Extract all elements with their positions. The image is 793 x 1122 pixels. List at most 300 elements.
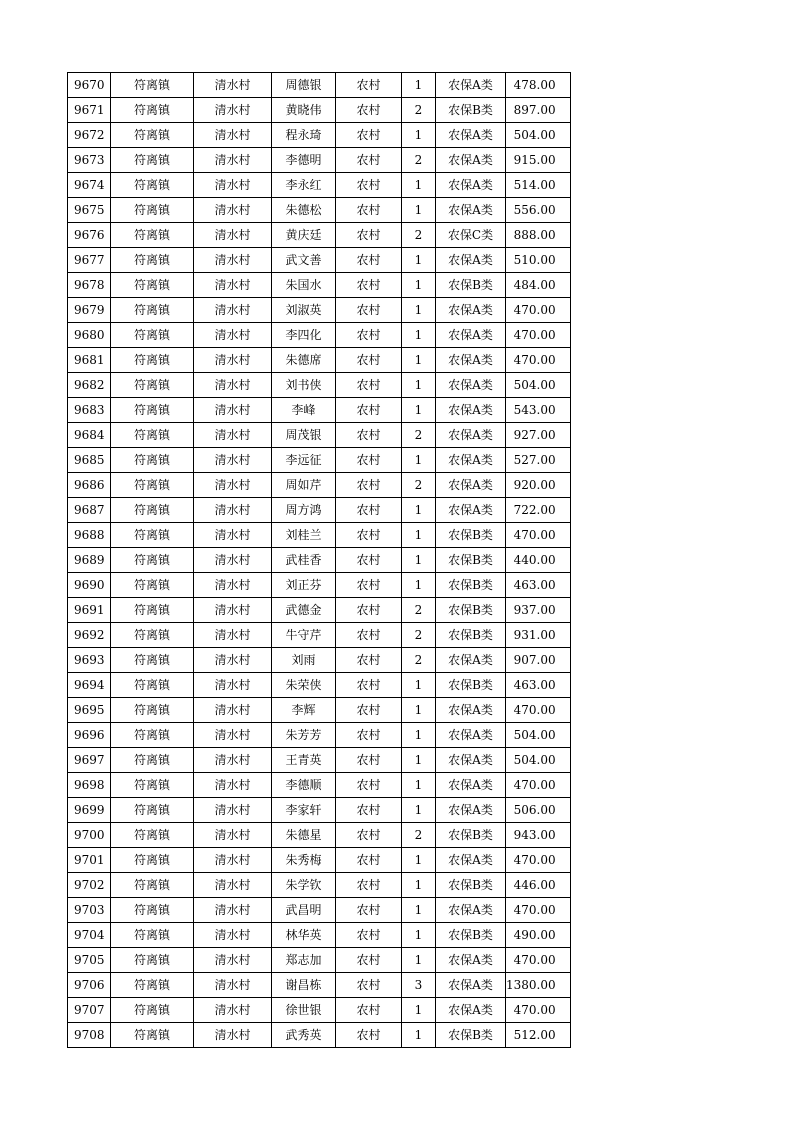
cell-village: 清水村 bbox=[194, 673, 272, 698]
cell-village: 清水村 bbox=[194, 948, 272, 973]
cell-amount: 506.00 bbox=[506, 798, 571, 823]
cell-household-type: 农村 bbox=[336, 498, 402, 523]
cell-town: 符离镇 bbox=[111, 148, 194, 173]
cell-id: 9679 bbox=[68, 298, 111, 323]
cell-count: 2 bbox=[402, 423, 436, 448]
table-row bbox=[68, 323, 571, 348]
cell-insurance-class: 农保A类 bbox=[436, 798, 506, 823]
cell-village: 清水村 bbox=[194, 473, 272, 498]
cell-amount: 463.00 bbox=[506, 573, 571, 598]
cell-count: 1 bbox=[402, 348, 436, 373]
cell-village: 清水村 bbox=[194, 898, 272, 923]
cell-id: 9690 bbox=[68, 573, 111, 598]
cell-village: 清水村 bbox=[194, 73, 272, 98]
table-row bbox=[68, 523, 571, 548]
cell-amount: 722.00 bbox=[506, 498, 571, 523]
cell-amount: 470.00 bbox=[506, 698, 571, 723]
cell-household-type: 农村 bbox=[336, 623, 402, 648]
cell-name: 朱学钦 bbox=[272, 873, 336, 898]
cell-village: 清水村 bbox=[194, 498, 272, 523]
cell-name: 李峰 bbox=[272, 398, 336, 423]
table-row bbox=[68, 723, 571, 748]
cell-household-type: 农村 bbox=[336, 198, 402, 223]
cell-name: 程永琦 bbox=[272, 123, 336, 148]
cell-village: 清水村 bbox=[194, 398, 272, 423]
cell-town: 符离镇 bbox=[111, 223, 194, 248]
cell-village: 清水村 bbox=[194, 698, 272, 723]
cell-town: 符离镇 bbox=[111, 448, 194, 473]
cell-insurance-class: 农保A类 bbox=[436, 848, 506, 873]
cell-amount: 504.00 bbox=[506, 748, 571, 773]
cell-name: 谢昌栋 bbox=[272, 973, 336, 998]
cell-amount: 490.00 bbox=[506, 923, 571, 948]
cell-count: 1 bbox=[402, 323, 436, 348]
cell-name: 牛守芹 bbox=[272, 623, 336, 648]
cell-id: 9687 bbox=[68, 498, 111, 523]
cell-insurance-class: 农保A类 bbox=[436, 773, 506, 798]
cell-name: 刘淑英 bbox=[272, 298, 336, 323]
cell-town: 符离镇 bbox=[111, 698, 194, 723]
cell-count: 1 bbox=[402, 573, 436, 598]
cell-count: 1 bbox=[402, 73, 436, 98]
cell-insurance-class: 农保A类 bbox=[436, 948, 506, 973]
cell-amount: 927.00 bbox=[506, 423, 571, 448]
cell-amount: 543.00 bbox=[506, 398, 571, 423]
cell-count: 1 bbox=[402, 798, 436, 823]
cell-village: 清水村 bbox=[194, 873, 272, 898]
cell-village: 清水村 bbox=[194, 123, 272, 148]
cell-id: 9701 bbox=[68, 848, 111, 873]
cell-household-type: 农村 bbox=[336, 298, 402, 323]
cell-insurance-class: 农保B类 bbox=[436, 548, 506, 573]
cell-amount: 440.00 bbox=[506, 548, 571, 573]
cell-count: 2 bbox=[402, 473, 436, 498]
cell-id: 9703 bbox=[68, 898, 111, 923]
cell-household-type: 农村 bbox=[336, 423, 402, 448]
cell-household-type: 农村 bbox=[336, 848, 402, 873]
cell-insurance-class: 农保A类 bbox=[436, 398, 506, 423]
cell-insurance-class: 农保B类 bbox=[436, 823, 506, 848]
cell-amount: 446.00 bbox=[506, 873, 571, 898]
cell-town: 符离镇 bbox=[111, 398, 194, 423]
cell-id: 9670 bbox=[68, 73, 111, 98]
cell-insurance-class: 农保B类 bbox=[436, 98, 506, 123]
cell-amount: 514.00 bbox=[506, 173, 571, 198]
cell-amount: 463.00 bbox=[506, 673, 571, 698]
cell-name: 郑志加 bbox=[272, 948, 336, 973]
table-row bbox=[68, 873, 571, 898]
cell-name: 朱德松 bbox=[272, 198, 336, 223]
cell-id: 9688 bbox=[68, 523, 111, 548]
cell-town: 符离镇 bbox=[111, 523, 194, 548]
cell-id: 9686 bbox=[68, 473, 111, 498]
cell-name: 周德银 bbox=[272, 73, 336, 98]
cell-insurance-class: 农保A类 bbox=[436, 498, 506, 523]
cell-town: 符离镇 bbox=[111, 773, 194, 798]
cell-count: 1 bbox=[402, 273, 436, 298]
cell-name: 周茂银 bbox=[272, 423, 336, 448]
cell-village: 清水村 bbox=[194, 598, 272, 623]
cell-count: 1 bbox=[402, 523, 436, 548]
cell-village: 清水村 bbox=[194, 448, 272, 473]
cell-name: 朱荣侠 bbox=[272, 673, 336, 698]
cell-amount: 556.00 bbox=[506, 198, 571, 223]
cell-household-type: 农村 bbox=[336, 798, 402, 823]
cell-village: 清水村 bbox=[194, 1023, 272, 1048]
cell-town: 符离镇 bbox=[111, 173, 194, 198]
cell-household-type: 农村 bbox=[336, 648, 402, 673]
cell-count: 1 bbox=[402, 873, 436, 898]
cell-count: 1 bbox=[402, 723, 436, 748]
cell-household-type: 农村 bbox=[336, 598, 402, 623]
cell-insurance-class: 农保B类 bbox=[436, 1023, 506, 1048]
table-row bbox=[68, 398, 571, 423]
table-row bbox=[68, 548, 571, 573]
cell-household-type: 农村 bbox=[336, 148, 402, 173]
cell-count: 1 bbox=[402, 673, 436, 698]
cell-name: 李家轩 bbox=[272, 798, 336, 823]
cell-name: 李德顺 bbox=[272, 773, 336, 798]
cell-household-type: 农村 bbox=[336, 873, 402, 898]
cell-count: 1 bbox=[402, 923, 436, 948]
cell-insurance-class: 农保A类 bbox=[436, 248, 506, 273]
table-row bbox=[68, 848, 571, 873]
table-row bbox=[68, 623, 571, 648]
cell-household-type: 农村 bbox=[336, 123, 402, 148]
cell-village: 清水村 bbox=[194, 848, 272, 873]
cell-id: 9697 bbox=[68, 748, 111, 773]
cell-insurance-class: 农保A类 bbox=[436, 898, 506, 923]
cell-village: 清水村 bbox=[194, 923, 272, 948]
cell-insurance-class: 农保A类 bbox=[436, 698, 506, 723]
cell-id: 9675 bbox=[68, 198, 111, 223]
cell-household-type: 农村 bbox=[336, 573, 402, 598]
table-row bbox=[68, 948, 571, 973]
cell-count: 1 bbox=[402, 848, 436, 873]
cell-insurance-class: 农保A类 bbox=[436, 348, 506, 373]
table-row bbox=[68, 998, 571, 1023]
cell-name: 武文善 bbox=[272, 248, 336, 273]
cell-amount: 470.00 bbox=[506, 948, 571, 973]
cell-count: 1 bbox=[402, 948, 436, 973]
table-row bbox=[68, 73, 571, 98]
cell-town: 符离镇 bbox=[111, 648, 194, 673]
table-row bbox=[68, 798, 571, 823]
cell-insurance-class: 农保A类 bbox=[436, 298, 506, 323]
cell-town: 符离镇 bbox=[111, 623, 194, 648]
cell-village: 清水村 bbox=[194, 573, 272, 598]
cell-count: 1 bbox=[402, 498, 436, 523]
cell-household-type: 农村 bbox=[336, 98, 402, 123]
cell-id: 9673 bbox=[68, 148, 111, 173]
table-body bbox=[68, 73, 571, 1048]
cell-count: 1 bbox=[402, 448, 436, 473]
cell-household-type: 农村 bbox=[336, 173, 402, 198]
cell-town: 符离镇 bbox=[111, 923, 194, 948]
cell-amount: 470.00 bbox=[506, 848, 571, 873]
cell-count: 1 bbox=[402, 298, 436, 323]
cell-id: 9708 bbox=[68, 1023, 111, 1048]
cell-insurance-class: 农保A类 bbox=[436, 198, 506, 223]
cell-village: 清水村 bbox=[194, 723, 272, 748]
cell-household-type: 农村 bbox=[336, 523, 402, 548]
cell-amount: 907.00 bbox=[506, 648, 571, 673]
cell-id: 9707 bbox=[68, 998, 111, 1023]
table-row bbox=[68, 698, 571, 723]
cell-name: 武秀英 bbox=[272, 1023, 336, 1048]
cell-name: 朱德星 bbox=[272, 823, 336, 848]
cell-amount: 943.00 bbox=[506, 823, 571, 848]
cell-count: 1 bbox=[402, 398, 436, 423]
cell-amount: 920.00 bbox=[506, 473, 571, 498]
cell-town: 符离镇 bbox=[111, 748, 194, 773]
cell-insurance-class: 农保A类 bbox=[436, 998, 506, 1023]
cell-village: 清水村 bbox=[194, 223, 272, 248]
cell-count: 2 bbox=[402, 823, 436, 848]
cell-household-type: 农村 bbox=[336, 748, 402, 773]
cell-household-type: 农村 bbox=[336, 73, 402, 98]
cell-id: 9674 bbox=[68, 173, 111, 198]
cell-village: 清水村 bbox=[194, 623, 272, 648]
cell-id: 9685 bbox=[68, 448, 111, 473]
table-row bbox=[68, 973, 571, 998]
cell-count: 1 bbox=[402, 123, 436, 148]
cell-id: 9682 bbox=[68, 373, 111, 398]
cell-name: 朱芳芳 bbox=[272, 723, 336, 748]
cell-amount: 504.00 bbox=[506, 373, 571, 398]
cell-name: 林华英 bbox=[272, 923, 336, 948]
cell-household-type: 农村 bbox=[336, 973, 402, 998]
table-row bbox=[68, 148, 571, 173]
cell-village: 清水村 bbox=[194, 148, 272, 173]
cell-town: 符离镇 bbox=[111, 248, 194, 273]
cell-household-type: 农村 bbox=[336, 698, 402, 723]
cell-id: 9689 bbox=[68, 548, 111, 573]
cell-name: 徐世银 bbox=[272, 998, 336, 1023]
table-row bbox=[68, 473, 571, 498]
cell-amount: 915.00 bbox=[506, 148, 571, 173]
cell-count: 1 bbox=[402, 198, 436, 223]
cell-name: 李辉 bbox=[272, 698, 336, 723]
table-row bbox=[68, 198, 571, 223]
cell-town: 符离镇 bbox=[111, 948, 194, 973]
cell-household-type: 农村 bbox=[336, 473, 402, 498]
cell-household-type: 农村 bbox=[336, 348, 402, 373]
cell-village: 清水村 bbox=[194, 998, 272, 1023]
cell-town: 符离镇 bbox=[111, 798, 194, 823]
cell-amount: 931.00 bbox=[506, 623, 571, 648]
cell-id: 9705 bbox=[68, 948, 111, 973]
cell-town: 符离镇 bbox=[111, 673, 194, 698]
cell-amount: 504.00 bbox=[506, 123, 571, 148]
cell-household-type: 农村 bbox=[336, 223, 402, 248]
cell-id: 9680 bbox=[68, 323, 111, 348]
cell-amount: 510.00 bbox=[506, 248, 571, 273]
cell-amount: 470.00 bbox=[506, 773, 571, 798]
cell-household-type: 农村 bbox=[336, 923, 402, 948]
cell-insurance-class: 农保A类 bbox=[436, 723, 506, 748]
table-row bbox=[68, 223, 571, 248]
cell-town: 符离镇 bbox=[111, 573, 194, 598]
cell-town: 符离镇 bbox=[111, 898, 194, 923]
cell-insurance-class: 农保B类 bbox=[436, 598, 506, 623]
cell-count: 1 bbox=[402, 698, 436, 723]
cell-count: 1 bbox=[402, 773, 436, 798]
cell-village: 清水村 bbox=[194, 98, 272, 123]
cell-insurance-class: 农保B类 bbox=[436, 573, 506, 598]
cell-amount: 504.00 bbox=[506, 723, 571, 748]
cell-id: 9677 bbox=[68, 248, 111, 273]
cell-town: 符离镇 bbox=[111, 273, 194, 298]
cell-count: 1 bbox=[402, 373, 436, 398]
cell-amount: 478.00 bbox=[506, 73, 571, 98]
cell-id: 9691 bbox=[68, 598, 111, 623]
cell-name: 刘雨 bbox=[272, 648, 336, 673]
cell-count: 2 bbox=[402, 623, 436, 648]
cell-name: 朱德席 bbox=[272, 348, 336, 373]
cell-village: 清水村 bbox=[194, 248, 272, 273]
cell-household-type: 农村 bbox=[336, 673, 402, 698]
cell-count: 1 bbox=[402, 248, 436, 273]
cell-amount: 888.00 bbox=[506, 223, 571, 248]
cell-town: 符离镇 bbox=[111, 873, 194, 898]
cell-household-type: 农村 bbox=[336, 998, 402, 1023]
cell-id: 9695 bbox=[68, 698, 111, 723]
cell-amount: 470.00 bbox=[506, 323, 571, 348]
cell-id: 9704 bbox=[68, 923, 111, 948]
cell-name: 李四化 bbox=[272, 323, 336, 348]
cell-name: 李德明 bbox=[272, 148, 336, 173]
cell-household-type: 农村 bbox=[336, 898, 402, 923]
cell-village: 清水村 bbox=[194, 523, 272, 548]
cell-town: 符离镇 bbox=[111, 598, 194, 623]
cell-insurance-class: 农保A类 bbox=[436, 373, 506, 398]
table-row bbox=[68, 298, 571, 323]
cell-village: 清水村 bbox=[194, 348, 272, 373]
cell-household-type: 农村 bbox=[336, 448, 402, 473]
cell-count: 1 bbox=[402, 998, 436, 1023]
cell-amount: 897.00 bbox=[506, 98, 571, 123]
cell-town: 符离镇 bbox=[111, 973, 194, 998]
cell-town: 符离镇 bbox=[111, 498, 194, 523]
cell-id: 9684 bbox=[68, 423, 111, 448]
cell-amount: 527.00 bbox=[506, 448, 571, 473]
cell-village: 清水村 bbox=[194, 198, 272, 223]
cell-household-type: 农村 bbox=[336, 373, 402, 398]
cell-name: 黄晓伟 bbox=[272, 98, 336, 123]
cell-amount: 937.00 bbox=[506, 598, 571, 623]
table-row bbox=[68, 773, 571, 798]
table-row bbox=[68, 448, 571, 473]
cell-insurance-class: 农保A类 bbox=[436, 973, 506, 998]
cell-household-type: 农村 bbox=[336, 773, 402, 798]
cell-name: 刘书侠 bbox=[272, 373, 336, 398]
cell-insurance-class: 农保B类 bbox=[436, 623, 506, 648]
cell-count: 2 bbox=[402, 598, 436, 623]
table-row bbox=[68, 748, 571, 773]
cell-village: 清水村 bbox=[194, 973, 272, 998]
cell-name: 王青英 bbox=[272, 748, 336, 773]
cell-id: 9696 bbox=[68, 723, 111, 748]
cell-id: 9702 bbox=[68, 873, 111, 898]
cell-insurance-class: 农保A类 bbox=[436, 748, 506, 773]
cell-town: 符离镇 bbox=[111, 423, 194, 448]
cell-id: 9683 bbox=[68, 398, 111, 423]
table-row bbox=[68, 898, 571, 923]
cell-count: 2 bbox=[402, 148, 436, 173]
table-row bbox=[68, 98, 571, 123]
cell-count: 1 bbox=[402, 548, 436, 573]
cell-insurance-class: 农保B类 bbox=[436, 273, 506, 298]
cell-name: 武德金 bbox=[272, 598, 336, 623]
table-row bbox=[68, 573, 571, 598]
cell-count: 1 bbox=[402, 748, 436, 773]
cell-amount: 470.00 bbox=[506, 898, 571, 923]
cell-id: 9676 bbox=[68, 223, 111, 248]
cell-town: 符离镇 bbox=[111, 348, 194, 373]
cell-count: 2 bbox=[402, 648, 436, 673]
cell-insurance-class: 农保A类 bbox=[436, 123, 506, 148]
table-row bbox=[68, 348, 571, 373]
table-row bbox=[68, 423, 571, 448]
cell-town: 符离镇 bbox=[111, 998, 194, 1023]
cell-household-type: 农村 bbox=[336, 723, 402, 748]
cell-count: 1 bbox=[402, 1023, 436, 1048]
cell-name: 朱国水 bbox=[272, 273, 336, 298]
table-row bbox=[68, 173, 571, 198]
cell-insurance-class: 农保C类 bbox=[436, 223, 506, 248]
cell-village: 清水村 bbox=[194, 173, 272, 198]
cell-id: 9693 bbox=[68, 648, 111, 673]
cell-town: 符离镇 bbox=[111, 123, 194, 148]
cell-village: 清水村 bbox=[194, 373, 272, 398]
cell-insurance-class: 农保A类 bbox=[436, 173, 506, 198]
cell-name: 李远征 bbox=[272, 448, 336, 473]
cell-village: 清水村 bbox=[194, 748, 272, 773]
cell-insurance-class: 农保B类 bbox=[436, 873, 506, 898]
cell-insurance-class: 农保A类 bbox=[436, 148, 506, 173]
table-row bbox=[68, 823, 571, 848]
cell-insurance-class: 农保A类 bbox=[436, 473, 506, 498]
cell-village: 清水村 bbox=[194, 323, 272, 348]
cell-name: 黄庆廷 bbox=[272, 223, 336, 248]
cell-insurance-class: 农保A类 bbox=[436, 423, 506, 448]
cell-village: 清水村 bbox=[194, 773, 272, 798]
cell-insurance-class: 农保B类 bbox=[436, 523, 506, 548]
cell-id: 9678 bbox=[68, 273, 111, 298]
cell-insurance-class: 农保B类 bbox=[436, 673, 506, 698]
table-row bbox=[68, 673, 571, 698]
cell-village: 清水村 bbox=[194, 423, 272, 448]
table-row bbox=[68, 123, 571, 148]
cell-id: 9694 bbox=[68, 673, 111, 698]
cell-village: 清水村 bbox=[194, 648, 272, 673]
table-row bbox=[68, 598, 571, 623]
cell-amount: 470.00 bbox=[506, 348, 571, 373]
cell-household-type: 农村 bbox=[336, 273, 402, 298]
cell-town: 符离镇 bbox=[111, 73, 194, 98]
cell-insurance-class: 农保A类 bbox=[436, 648, 506, 673]
cell-amount: 1380.00 bbox=[506, 973, 571, 998]
cell-village: 清水村 bbox=[194, 273, 272, 298]
table-row bbox=[68, 648, 571, 673]
cell-count: 3 bbox=[402, 973, 436, 998]
cell-id: 9698 bbox=[68, 773, 111, 798]
cell-name: 武昌明 bbox=[272, 898, 336, 923]
cell-town: 符离镇 bbox=[111, 198, 194, 223]
cell-count: 1 bbox=[402, 173, 436, 198]
cell-town: 符离镇 bbox=[111, 473, 194, 498]
